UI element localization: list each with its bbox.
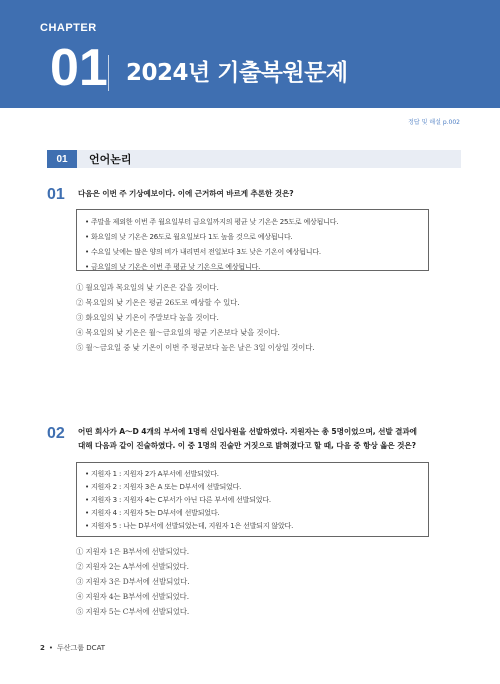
choice-item[interactable]: ① 월요일과 목요일의 낮 기온은 같을 것이다. — [76, 283, 219, 292]
section-number: 01 — [47, 150, 77, 168]
chapter-title: 2024년 기출복원문제 — [126, 60, 348, 86]
info-item: • 주말을 제외한 이번 주 월요일부터 금요일까지의 평균 낮 기온은 25도로 예상됩니다. — [85, 218, 339, 226]
question-number: 02 — [47, 425, 65, 442]
chapter-label: CHAPTER — [40, 22, 97, 34]
info-item: • 지원자 1 : 지원자 2가 A부서에 선발되었다. — [85, 470, 219, 478]
chapter-number: 01 — [50, 39, 108, 97]
page-footer — [40, 643, 105, 653]
choice-item[interactable]: ② 지원자 2는 A부서에 선발되었다. — [76, 562, 189, 571]
footer-separator: • — [48, 644, 54, 652]
choice-list — [76, 544, 189, 619]
section-title: 언어논리 — [89, 153, 132, 166]
question-stem — [78, 187, 468, 201]
publisher-label: 두산그룹 DCAT — [57, 644, 106, 652]
choice-item[interactable]: ③ 화요일의 낮 기온이 주말보다 높을 것이다. — [76, 313, 219, 322]
choice-item[interactable]: ③ 지원자 3은 D부서에 선발되었다. — [76, 577, 190, 586]
question-stem — [78, 425, 468, 453]
choice-item[interactable]: ① 지원자 1은 B부서에 선발되었다. — [76, 547, 189, 556]
question-stem-line: 대해 다음과 같이 진술하였다. 이 중 1명의 진술만 거짓으로 밝혀졌다고 할 때, 다음 중 항상 옳은 것은? — [78, 441, 416, 450]
info-item: • 금요일의 낮 기온은 이번 주 평균 낮 기온으로 예상됩니다. — [85, 263, 261, 271]
info-item: • 지원자 5 : 나는 D부서에 선발되었는데, 지원자 1은 선발되지 않았다. — [85, 522, 294, 530]
info-item: • 화요일의 낮 기온은 26도로 월요일보다 1도 높을 것으로 예상됩니다. — [85, 233, 293, 241]
info-item: • 지원자 3 : 지원자 4는 C부서가 아닌 다른 부서에 선발되었다. — [85, 496, 271, 504]
info-item: • 지원자 4 : 지원자 5는 D부서에 선발되었다. — [85, 509, 220, 517]
banner-divider — [108, 55, 109, 91]
question-number: 01 — [47, 186, 65, 203]
page-number: 2 — [40, 644, 45, 652]
info-item: • 지원자 2 : 지원자 3은 A 또는 D부서에 선발되었다. — [85, 483, 242, 491]
info-item: • 수요일 낮에는 많은 양의 비가 내리면서 전일보다 3도 낮은 기온이 예상됩니다. — [85, 248, 321, 256]
choice-item[interactable]: ② 목요일의 낮 기온은 평균 26도로 예상할 수 있다. — [76, 298, 240, 307]
choice-item[interactable]: ④ 목요일의 낮 기온은 월～금요일의 평균 기온보다 낮을 것이다. — [76, 328, 280, 337]
section-heading — [47, 150, 461, 168]
choice-list — [76, 280, 315, 355]
choice-item[interactable]: ⑤ 지원자 5는 C부서에 선발되었다. — [76, 607, 190, 616]
question-stem-line: 다음은 이번 주 기상예보이다. 이에 근거하여 바르게 추론한 것은? — [78, 189, 294, 198]
chapter-banner — [0, 0, 500, 108]
choice-item[interactable]: ④ 지원자 4는 B부서에 선발되었다. — [76, 592, 189, 601]
info-box — [76, 462, 429, 537]
info-box — [76, 209, 429, 271]
answer-reference: 정답 및 해설 p.002 — [408, 119, 460, 126]
question-stem-line: 어떤 회사가 A～D 4개의 부서에 1명씩 신입사원을 선발하였다. 지원자는 총 5명이었으며, 선발 결과에 — [78, 427, 417, 436]
choice-item[interactable]: ⑤ 월～금요일 중 낮 기온이 이번 주 평균보다 높은 날은 3일 이상일 것이다. — [76, 343, 315, 352]
